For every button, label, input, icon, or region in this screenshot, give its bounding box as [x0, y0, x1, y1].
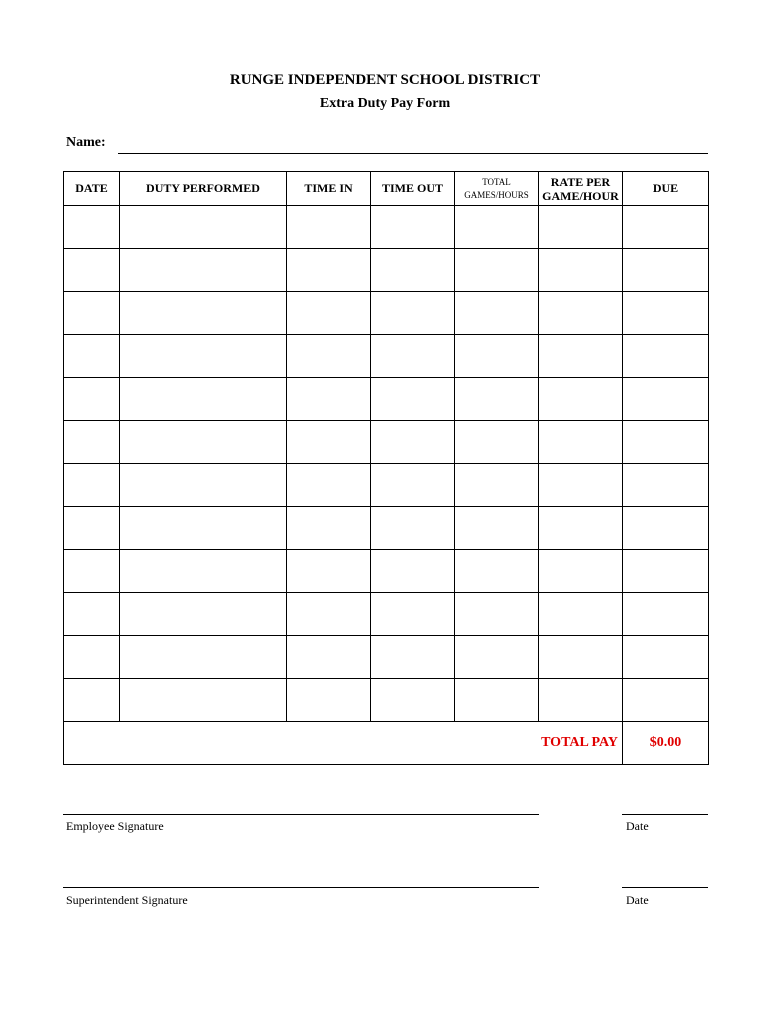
time-in-cell[interactable] [287, 507, 371, 550]
date-cell[interactable] [64, 464, 120, 507]
superintendent-date-line[interactable] [622, 887, 708, 888]
table-row [64, 507, 709, 550]
rate-cell[interactable] [539, 464, 623, 507]
time-in-cell[interactable] [287, 636, 371, 679]
date-cell[interactable] [64, 249, 120, 292]
col-header-total-line1: TOTAL [482, 176, 511, 187]
employee-signature-label: Employee Signature [66, 819, 164, 833]
due-cell[interactable] [623, 335, 709, 378]
rate-cell[interactable] [539, 593, 623, 636]
time-in-cell[interactable] [287, 378, 371, 421]
employee-date-label: Date [626, 819, 649, 833]
total-games-cell[interactable] [455, 550, 539, 593]
duty-cell[interactable] [120, 249, 287, 292]
total-games-cell[interactable] [455, 464, 539, 507]
table-row [64, 335, 709, 378]
date-cell[interactable] [64, 206, 120, 249]
due-cell[interactable] [623, 679, 709, 722]
col-header-duty: DUTY PERFORMED [120, 172, 287, 206]
col-header-date: DATE [64, 172, 120, 206]
time-out-cell[interactable] [371, 679, 455, 722]
duty-cell[interactable] [120, 593, 287, 636]
total-games-cell[interactable] [455, 335, 539, 378]
time-in-cell[interactable] [287, 421, 371, 464]
duty-cell[interactable] [120, 507, 287, 550]
employee-signature-line[interactable] [63, 814, 539, 815]
date-cell[interactable] [64, 507, 120, 550]
time-in-cell[interactable] [287, 679, 371, 722]
table-row [64, 550, 709, 593]
col-header-rate-line1: RATE PER [550, 174, 611, 189]
time-in-cell[interactable] [287, 292, 371, 335]
duty-cell[interactable] [120, 335, 287, 378]
table-row [64, 464, 709, 507]
date-cell[interactable] [64, 636, 120, 679]
rate-cell[interactable] [539, 292, 623, 335]
form-title: Extra Duty Pay Form [319, 96, 451, 111]
employee-date-line[interactable] [622, 814, 708, 815]
time-out-cell[interactable] [371, 206, 455, 249]
due-cell[interactable] [623, 464, 709, 507]
date-cell[interactable] [64, 421, 120, 464]
time-out-cell[interactable] [371, 464, 455, 507]
time-in-cell[interactable] [287, 550, 371, 593]
duty-cell[interactable] [120, 378, 287, 421]
due-cell[interactable] [623, 249, 709, 292]
total-games-cell[interactable] [455, 206, 539, 249]
duty-table [63, 171, 709, 765]
duty-cell[interactable] [120, 421, 287, 464]
table-row [64, 249, 709, 292]
table-row [64, 292, 709, 335]
due-cell[interactable] [623, 507, 709, 550]
due-cell[interactable] [623, 636, 709, 679]
table-header-row [64, 172, 709, 206]
rate-cell[interactable] [539, 550, 623, 593]
time-in-cell[interactable] [287, 593, 371, 636]
superintendent-date-label: Date [626, 893, 649, 907]
time-in-cell[interactable] [287, 335, 371, 378]
time-out-cell[interactable] [371, 593, 455, 636]
name-input-line[interactable] [118, 153, 708, 154]
total-games-cell[interactable] [455, 636, 539, 679]
date-cell[interactable] [64, 679, 120, 722]
col-header-total-games [455, 172, 539, 206]
table-row [64, 421, 709, 464]
due-cell[interactable] [623, 378, 709, 421]
time-out-cell[interactable] [371, 507, 455, 550]
total-games-cell[interactable] [455, 507, 539, 550]
table-row [64, 593, 709, 636]
duty-cell[interactable] [120, 550, 287, 593]
total-games-cell[interactable] [455, 679, 539, 722]
due-cell[interactable] [623, 550, 709, 593]
due-cell[interactable] [623, 206, 709, 249]
due-cell[interactable] [623, 593, 709, 636]
col-header-time-out: TIME OUT [371, 172, 455, 206]
total-row [64, 722, 709, 765]
date-cell[interactable] [64, 335, 120, 378]
total-pay-value: $0.00 [623, 722, 709, 765]
table-row [64, 679, 709, 722]
time-in-cell[interactable] [287, 206, 371, 249]
rate-cell[interactable] [539, 206, 623, 249]
duty-cell[interactable] [120, 679, 287, 722]
total-games-cell[interactable] [455, 292, 539, 335]
rate-cell[interactable] [539, 421, 623, 464]
rate-cell[interactable] [539, 249, 623, 292]
col-header-total-line2: GAMES/HOURS [464, 189, 529, 200]
table-row [64, 206, 709, 249]
duty-cell[interactable] [120, 292, 287, 335]
rate-cell[interactable] [539, 507, 623, 550]
time-out-cell[interactable] [371, 378, 455, 421]
due-cell[interactable] [623, 292, 709, 335]
total-games-cell[interactable] [455, 249, 539, 292]
superintendent-signature-line[interactable] [63, 887, 539, 888]
date-cell[interactable] [64, 378, 120, 421]
time-out-cell[interactable] [371, 636, 455, 679]
rate-cell[interactable] [539, 636, 623, 679]
rate-cell[interactable] [539, 378, 623, 421]
col-header-time-in: TIME IN [287, 172, 371, 206]
rate-cell[interactable] [539, 335, 623, 378]
date-cell[interactable] [64, 593, 120, 636]
col-header-rate-line2: GAME/HOUR [542, 188, 619, 203]
col-header-rate [539, 172, 623, 206]
total-games-cell[interactable] [455, 593, 539, 636]
rate-cell[interactable] [539, 679, 623, 722]
district-title: RUNGE INDEPENDENT SCHOOL DISTRICT [229, 72, 541, 88]
time-out-cell[interactable] [371, 292, 455, 335]
duty-cell[interactable] [120, 464, 287, 507]
time-out-cell[interactable] [371, 335, 455, 378]
duty-cell[interactable] [120, 206, 287, 249]
total-games-cell[interactable] [455, 421, 539, 464]
time-in-cell[interactable] [287, 464, 371, 507]
time-out-cell[interactable] [371, 249, 455, 292]
table-row [64, 636, 709, 679]
date-cell[interactable] [64, 292, 120, 335]
time-out-cell[interactable] [371, 550, 455, 593]
time-in-cell[interactable] [287, 249, 371, 292]
superintendent-signature-label: Superintendent Signature [66, 893, 188, 907]
due-cell[interactable] [623, 421, 709, 464]
duty-cell[interactable] [120, 636, 287, 679]
time-out-cell[interactable] [371, 421, 455, 464]
date-cell[interactable] [64, 550, 120, 593]
name-label: Name: [66, 135, 106, 150]
total-pay-label: TOTAL PAY [64, 722, 623, 765]
col-header-due: DUE [623, 172, 709, 206]
table-row [64, 378, 709, 421]
total-games-cell[interactable] [455, 378, 539, 421]
